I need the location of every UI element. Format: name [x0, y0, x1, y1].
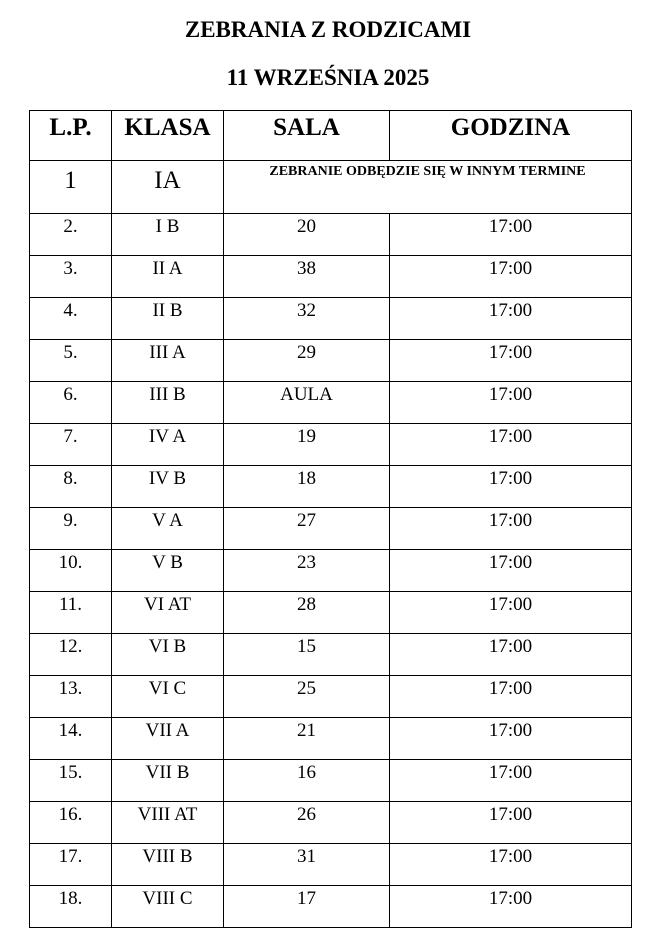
- cell-klasa: III A: [112, 340, 224, 382]
- cell-godzina: 17:00: [390, 760, 632, 802]
- cell-sala: 28: [224, 592, 390, 634]
- cell-godzina: 17:00: [390, 634, 632, 676]
- meeting-schedule-table: [29, 110, 632, 928]
- cell-godzina: 17:00: [390, 550, 632, 592]
- cell-klasa: I B: [112, 214, 224, 256]
- cell-lp: 12.: [30, 634, 112, 676]
- cell-godzina: 17:00: [390, 214, 632, 256]
- cell-godzina: 17:00: [390, 340, 632, 382]
- cell-sala: 31: [224, 844, 390, 886]
- cell-sala: AULA: [224, 382, 390, 424]
- cell-postponed-note: ZEBRANIE ODBĘDZIE SIĘ W INNYM TERMINE: [224, 161, 632, 214]
- cell-klasa: IV B: [112, 466, 224, 508]
- cell-godzina: 17:00: [390, 256, 632, 298]
- cell-lp: 6.: [30, 382, 112, 424]
- table-row: [30, 718, 632, 760]
- cell-lp: 15.: [30, 760, 112, 802]
- cell-sala: 38: [224, 256, 390, 298]
- cell-lp: 4.: [30, 298, 112, 340]
- table-row: [30, 214, 632, 256]
- table-row: [30, 886, 632, 928]
- table-row: [30, 298, 632, 340]
- cell-lp: 1: [30, 161, 112, 214]
- cell-sala: 20: [224, 214, 390, 256]
- cell-godzina: 17:00: [390, 886, 632, 928]
- table-row: [30, 382, 632, 424]
- cell-lp: 9.: [30, 508, 112, 550]
- cell-sala: 21: [224, 718, 390, 760]
- table-row: [30, 844, 632, 886]
- cell-klasa: VI B: [112, 634, 224, 676]
- cell-sala: 25: [224, 676, 390, 718]
- cell-lp: 8.: [30, 466, 112, 508]
- cell-lp: 11.: [30, 592, 112, 634]
- cell-sala: 23: [224, 550, 390, 592]
- cell-sala: 17: [224, 886, 390, 928]
- meeting-date: 11 WRZEŚNIA 2025: [226, 65, 430, 90]
- cell-lp: 10.: [30, 550, 112, 592]
- cell-klasa: V A: [112, 508, 224, 550]
- cell-lp: 16.: [30, 802, 112, 844]
- cell-klasa: II A: [112, 256, 224, 298]
- cell-godzina: 17:00: [390, 844, 632, 886]
- table-row: [30, 550, 632, 592]
- column-header-sala: SALA: [224, 111, 390, 161]
- cell-lp: 17.: [30, 844, 112, 886]
- cell-klasa: VI AT: [112, 592, 224, 634]
- table-row: [30, 466, 632, 508]
- cell-godzina: 17:00: [390, 298, 632, 340]
- cell-sala: 27: [224, 508, 390, 550]
- cell-klasa: VII B: [112, 760, 224, 802]
- cell-sala: 32: [224, 298, 390, 340]
- cell-klasa: VIII C: [112, 886, 224, 928]
- cell-godzina: 17:00: [390, 592, 632, 634]
- column-header-klasa: KLASA: [112, 111, 224, 161]
- cell-sala: 18: [224, 466, 390, 508]
- cell-klasa: V B: [112, 550, 224, 592]
- cell-godzina: 17:00: [390, 802, 632, 844]
- table-row: [30, 340, 632, 382]
- table-row: [30, 256, 632, 298]
- column-header-godzina: GODZINA: [390, 111, 632, 161]
- cell-klasa: II B: [112, 298, 224, 340]
- table-row: [30, 676, 632, 718]
- cell-lp: 7.: [30, 424, 112, 466]
- cell-klasa: VIII B: [112, 844, 224, 886]
- cell-klasa: VII A: [112, 718, 224, 760]
- cell-godzina: 17:00: [390, 676, 632, 718]
- cell-sala: 19: [224, 424, 390, 466]
- cell-lp: 18.: [30, 886, 112, 928]
- cell-godzina: 17:00: [390, 718, 632, 760]
- cell-klasa: IA: [112, 161, 224, 214]
- cell-lp: 14.: [30, 718, 112, 760]
- cell-klasa: IV A: [112, 424, 224, 466]
- table-header-row: [30, 111, 632, 161]
- table-row: [30, 802, 632, 844]
- cell-sala: 29: [224, 340, 390, 382]
- table-row: [30, 760, 632, 802]
- cell-sala: 15: [224, 634, 390, 676]
- table-row: [30, 508, 632, 550]
- cell-godzina: 17:00: [390, 382, 632, 424]
- cell-godzina: 17:00: [390, 424, 632, 466]
- cell-sala: 26: [224, 802, 390, 844]
- column-header-lp: L.P.: [30, 111, 112, 161]
- page-title: ZEBRANIA Z RODZICAMI: [184, 17, 472, 42]
- cell-lp: 2.: [30, 214, 112, 256]
- cell-lp: 3.: [30, 256, 112, 298]
- cell-klasa: VIII AT: [112, 802, 224, 844]
- cell-lp: 13.: [30, 676, 112, 718]
- cell-godzina: 17:00: [390, 508, 632, 550]
- table-row: [30, 592, 632, 634]
- cell-lp: 5.: [30, 340, 112, 382]
- cell-godzina: 17:00: [390, 466, 632, 508]
- table-row: [30, 634, 632, 676]
- table-row: [30, 161, 632, 214]
- table-row: [30, 424, 632, 466]
- cell-klasa: VI C: [112, 676, 224, 718]
- cell-klasa: III B: [112, 382, 224, 424]
- cell-sala: 16: [224, 760, 390, 802]
